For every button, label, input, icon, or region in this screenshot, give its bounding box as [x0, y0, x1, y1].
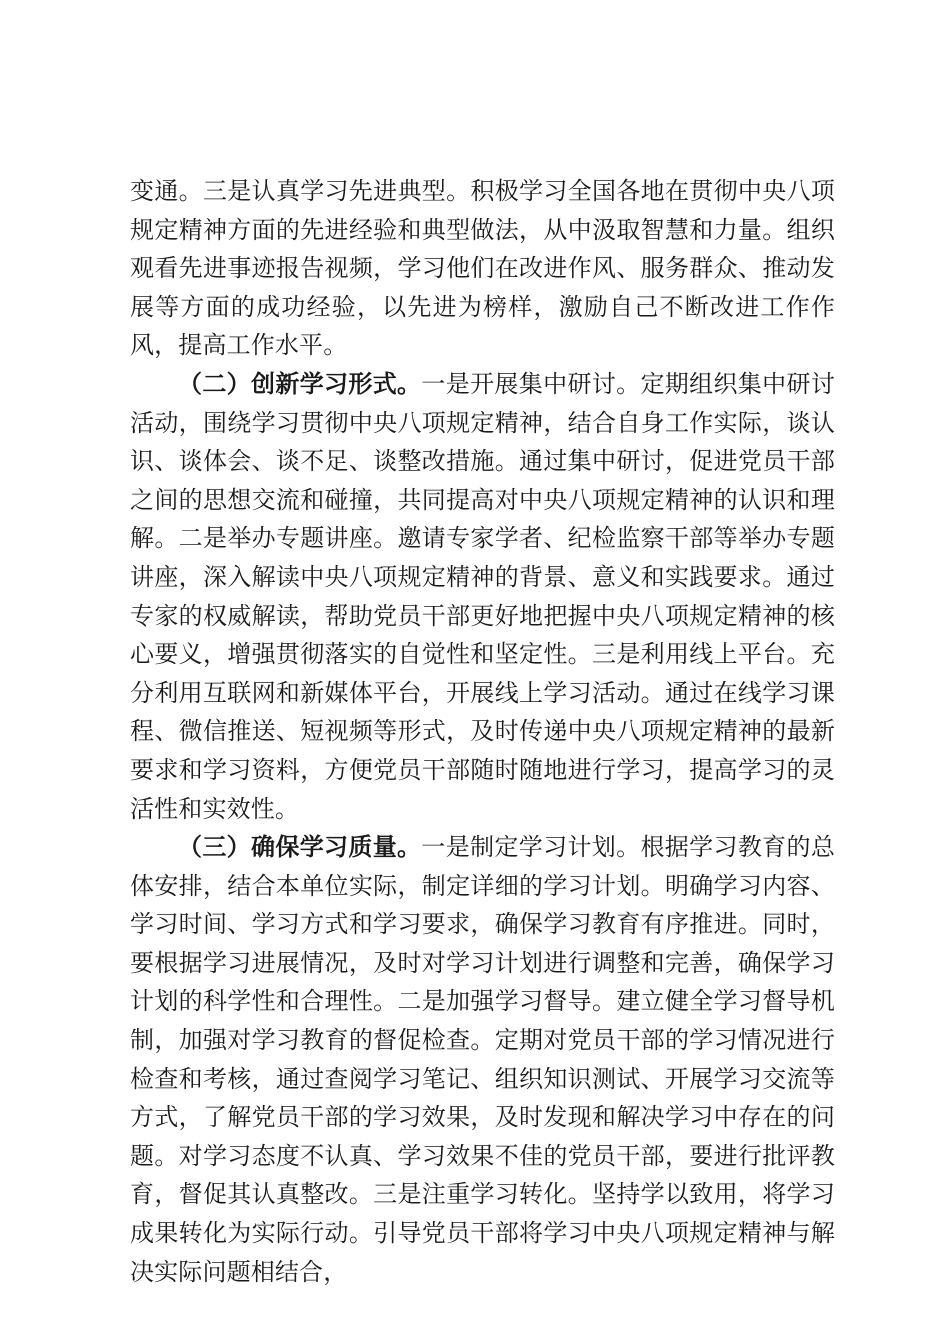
- paragraph-ensure-learning-quality: [130, 828, 835, 1291]
- paragraph-text: 变通。三是认真学习先进典型。积极学习全国各地在贯彻中央八项规定精神方面的先进经验和典型做法，从中汲取智慧和力量。组织观看先进事迹报告视频，学习他们在改进作风、服务群众、推动发展等方面的成功经验，以先进为榜样，激励自己不断改进工作作风，提高工作水平。: [130, 177, 835, 360]
- paragraph-text: 一是开展集中研讨。定期组织集中研讨活动，围绕学习贯彻中央八项规定精神，结合自身工作实际，谈认识、谈体会、谈不足、谈整改措施。通过集中研讨，促进党员干部之间的思想交流和碰撞，共同提高对中央八项规定精神的认识和理解。二是举办专题讲座。邀请专家学者、纪检监察干部等举办专题讲座，深入解读中央八项规定精神的背景、意义和实践要求。通过专家的权威解读，帮助党员干部更好地把握中央八项规定精神的核心要义，增强贯彻落实的自觉性和坚定性。三是利用线上平台。充分利用互联网和新媒体平台，开展线上学习活动。通过在线学习课程、微信推送、短视频等形式，及时传递中央八项规定精神的最新要求和学习资料，方便党员干部随时随地进行学习，提高学习的灵活性和实效性。: [130, 369, 835, 823]
- paragraph-typical-examples: [130, 172, 835, 365]
- document-body: [130, 172, 835, 1291]
- paragraph-text: 一是制定学习计划。根据学习教育的总体安排，结合本单位实际，制定详细的学习计划。明确学习内容、学习时间、学习方式和学习要求，确保学习教育有序推进。同时，要根据学习进展情况，及时对学习计划进行调整和完善，确保学习计划的科学性和合理性。二是加强学习督导。建立健全学习督导机制，加强对学习教育的督促检查。定期对党员干部的学习情况进行检查和考核，通过查阅学习笔记、组织知识测试、开展学习交流等方式，了解党员干部的学习效果，及时发现和解决学习中存在的问题。对学习态度不认真、学习效果不佳的党员干部，要进行批评教育，督促其认真整改。三是注重学习转化。坚持学以致用，将学习成果转化为实际行动。引导党员干部将学习中央八项规定精神与解决实际问题相结合，: [130, 833, 835, 1286]
- section-heading-2: （二）创新学习形式。: [178, 368, 422, 398]
- section-heading-3: （三）确保学习质量。: [178, 832, 422, 862]
- paragraph-innovate-learning-forms: [130, 365, 835, 828]
